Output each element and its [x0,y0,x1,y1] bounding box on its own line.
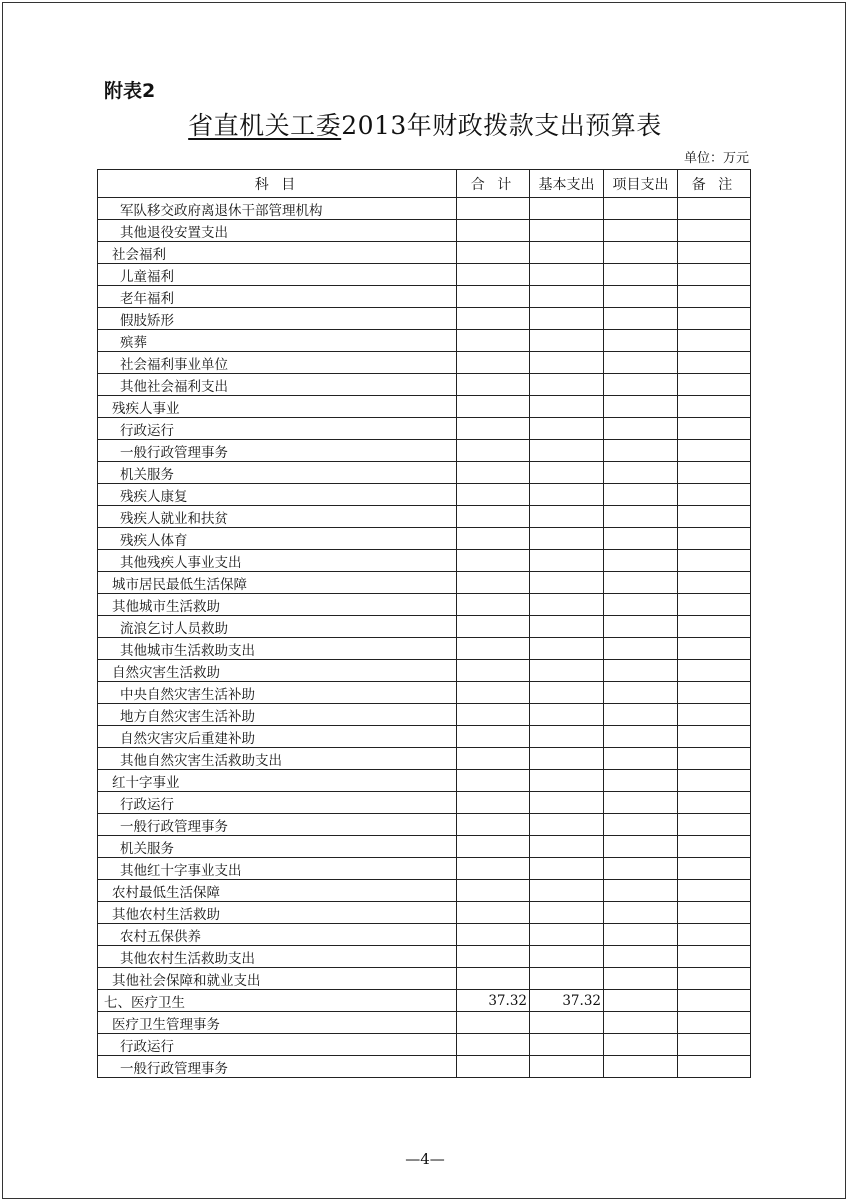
cell-total [457,1012,530,1034]
cell-project [604,286,678,308]
cell-total [457,836,530,858]
cell-total [457,924,530,946]
table-row [98,528,751,550]
cell-basic [530,572,604,594]
attachment-label: 附表2 [104,80,156,102]
cell-total [457,946,530,968]
cell-subject: 儿童福利 [98,264,457,286]
cell-remark [678,330,751,352]
table-row [98,704,751,726]
cell-subject: 社会福利 [98,242,457,264]
table-row [98,198,751,220]
cell-basic [530,1056,604,1078]
cell-total [457,484,530,506]
title-organization: 省直机关工委 [188,111,342,140]
table-row [98,374,751,396]
cell-remark [678,748,751,770]
cell-subject: 殡葬 [98,330,457,352]
cell-subject: 医疗卫生管理事务 [98,1012,457,1034]
cell-subject: 行政运行 [98,792,457,814]
cell-total [457,242,530,264]
cell-basic [530,374,604,396]
cell-remark [678,198,751,220]
cell-project [604,374,678,396]
cell-subject: 一般行政管理事务 [98,814,457,836]
cell-remark [678,462,751,484]
cell-total [457,198,530,220]
cell-basic [530,484,604,506]
cell-subject: 假肢矫形 [98,308,457,330]
cell-basic [530,880,604,902]
cell-subject: 其他退役安置支出 [98,220,457,242]
cell-total [457,572,530,594]
cell-remark [678,440,751,462]
cell-total [457,330,530,352]
cell-subject: 行政运行 [98,1034,457,1056]
cell-basic [530,968,604,990]
cell-basic [530,198,604,220]
table-row [98,814,751,836]
cell-total [457,550,530,572]
cell-project [604,682,678,704]
cell-remark [678,484,751,506]
cell-total [457,352,530,374]
cell-remark [678,352,751,374]
cell-project [604,836,678,858]
cell-basic [530,946,604,968]
table-row [98,902,751,924]
cell-basic [530,286,604,308]
table-row [98,968,751,990]
cell-remark [678,374,751,396]
table-row [98,880,751,902]
cell-project [604,616,678,638]
cell-subject: 残疾人就业和扶贫 [98,506,457,528]
cell-basic [530,462,604,484]
cell-basic [530,418,604,440]
table-row [98,264,751,286]
cell-total [457,638,530,660]
cell-project [604,220,678,242]
cell-project [604,1012,678,1034]
cell-basic [530,704,604,726]
cell-subject: 残疾人康复 [98,484,457,506]
cell-subject: 农村五保供养 [98,924,457,946]
cell-remark [678,616,751,638]
cell-subject: 其他社会保障和就业支出 [98,968,457,990]
cell-remark [678,572,751,594]
cell-remark [678,814,751,836]
cell-project [604,506,678,528]
cell-project [604,484,678,506]
table-row [98,462,751,484]
cell-total: 37.32 [457,990,530,1012]
cell-subject: 城市居民最低生活保障 [98,572,457,594]
cell-basic [530,220,604,242]
cell-subject: 其他农村生活救助支出 [98,946,457,968]
cell-basic [530,770,604,792]
cell-project [604,462,678,484]
cell-subject: 地方自然灾害生活补助 [98,704,457,726]
cell-total [457,264,530,286]
table-row [98,440,751,462]
cell-subject: 其他社会福利支出 [98,374,457,396]
cell-project [604,924,678,946]
cell-total [457,770,530,792]
cell-subject: 其他自然灾害生活救助支出 [98,748,457,770]
cell-project [604,550,678,572]
cell-project [604,308,678,330]
cell-total [457,616,530,638]
cell-remark [678,902,751,924]
cell-subject: 机关服务 [98,836,457,858]
table-row [98,616,751,638]
cell-remark [678,770,751,792]
cell-total [457,528,530,550]
cell-total [457,1056,530,1078]
cell-project [604,858,678,880]
column-header-subject: 科 目 [98,170,457,198]
cell-subject: 其他红十字事业支出 [98,858,457,880]
cell-project [604,660,678,682]
cell-subject: 其他城市生活救助 [98,594,457,616]
cell-project [604,704,678,726]
cell-remark [678,528,751,550]
cell-project [604,198,678,220]
cell-subject: 红十字事业 [98,770,457,792]
title-text: 2013年财政拨款支出预算表 [341,111,662,140]
table-row [98,594,751,616]
cell-basic [530,616,604,638]
cell-project [604,968,678,990]
cell-subject: 机关服务 [98,462,457,484]
table-header-row [98,170,751,198]
column-header-remark: 备 注 [678,170,751,198]
cell-project [604,264,678,286]
cell-basic [530,308,604,330]
cell-remark [678,726,751,748]
cell-remark [678,924,751,946]
cell-total [457,968,530,990]
cell-remark [678,1012,751,1034]
table-row [98,946,751,968]
cell-total [457,396,530,418]
table-row [98,330,751,352]
cell-subject: 自然灾害灾后重建补助 [98,726,457,748]
cell-total [457,440,530,462]
column-header-basic: 基本支出 [530,170,604,198]
cell-project [604,726,678,748]
cell-remark [678,220,751,242]
cell-basic [530,792,604,814]
cell-remark [678,286,751,308]
cell-project [604,990,678,1012]
cell-remark [678,704,751,726]
cell-total [457,792,530,814]
cell-project [604,814,678,836]
page-title [0,106,850,142]
cell-subject: 一般行政管理事务 [98,440,457,462]
column-header-project: 项目支出 [604,170,678,198]
table-row [98,858,751,880]
table-row [98,550,751,572]
table-row [98,682,751,704]
cell-subject: 七、医疗卫生 [98,990,457,1012]
cell-total [457,704,530,726]
cell-total [457,748,530,770]
cell-basic [530,440,604,462]
cell-basic [530,594,604,616]
cell-basic [530,748,604,770]
cell-total [457,880,530,902]
cell-total [457,726,530,748]
unit-label: 单位：万元 [683,151,749,166]
cell-total [457,594,530,616]
table-row [98,660,751,682]
table-row [98,220,751,242]
cell-remark [678,550,751,572]
table-row [98,1012,751,1034]
cell-remark [678,660,751,682]
cell-subject: 中央自然灾害生活补助 [98,682,457,704]
cell-remark [678,418,751,440]
table-row [98,748,751,770]
cell-total [457,858,530,880]
table-row [98,1034,751,1056]
cell-project [604,792,678,814]
table-row [98,990,751,1012]
cell-project [604,528,678,550]
cell-remark [678,1056,751,1078]
cell-project [604,572,678,594]
table-row [98,352,751,374]
cell-remark [678,506,751,528]
cell-basic [530,506,604,528]
cell-basic [530,836,604,858]
cell-basic [530,264,604,286]
cell-total [457,220,530,242]
table-row [98,638,751,660]
budget-table [97,169,751,1078]
cell-remark [678,880,751,902]
table-row [98,924,751,946]
cell-project [604,880,678,902]
cell-basic [530,242,604,264]
table-row [98,1056,751,1078]
table-row [98,506,751,528]
table-row [98,792,751,814]
cell-total [457,902,530,924]
table-row [98,836,751,858]
table-row [98,286,751,308]
cell-basic [530,682,604,704]
cell-total [457,506,530,528]
table-row [98,242,751,264]
cell-project [604,418,678,440]
cell-subject: 残疾人事业 [98,396,457,418]
cell-basic [530,858,604,880]
cell-remark [678,308,751,330]
cell-basic [530,726,604,748]
cell-subject: 其他城市生活救助支出 [98,638,457,660]
cell-basic [530,396,604,418]
cell-subject: 军队移交政府离退休干部管理机构 [98,198,457,220]
cell-subject: 社会福利事业单位 [98,352,457,374]
cell-project [604,638,678,660]
table-row [98,726,751,748]
cell-basic [530,924,604,946]
table-row [98,418,751,440]
cell-total [457,462,530,484]
cell-remark [678,792,751,814]
cell-subject: 其他农村生活救助 [98,902,457,924]
cell-basic [530,660,604,682]
cell-basic [530,814,604,836]
cell-remark [678,638,751,660]
cell-total [457,682,530,704]
cell-basic [530,330,604,352]
cell-basic [530,638,604,660]
cell-basic: 37.32 [530,990,604,1012]
table-row [98,572,751,594]
cell-basic [530,528,604,550]
cell-total [457,308,530,330]
cell-total [457,418,530,440]
cell-subject: 自然灾害生活救助 [98,660,457,682]
cell-remark [678,242,751,264]
cell-subject: 其他残疾人事业支出 [98,550,457,572]
table-row [98,396,751,418]
cell-project [604,946,678,968]
cell-subject: 老年福利 [98,286,457,308]
cell-project [604,396,678,418]
cell-total [457,814,530,836]
cell-remark [678,990,751,1012]
cell-project [604,770,678,792]
cell-project [604,902,678,924]
cell-basic [530,902,604,924]
cell-remark [678,264,751,286]
table-row [98,484,751,506]
cell-project [604,242,678,264]
cell-remark [678,946,751,968]
table-row [98,308,751,330]
page-number: —4— [405,1150,445,1168]
cell-basic [530,1034,604,1056]
cell-remark [678,858,751,880]
cell-project [604,440,678,462]
cell-subject: 农村最低生活保障 [98,880,457,902]
cell-subject: 流浪乞讨人员救助 [98,616,457,638]
cell-total [457,286,530,308]
cell-subject: 一般行政管理事务 [98,1056,457,1078]
cell-subject: 残疾人体育 [98,528,457,550]
cell-remark [678,968,751,990]
cell-total [457,1034,530,1056]
cell-project [604,594,678,616]
cell-total [457,660,530,682]
cell-basic [530,352,604,374]
cell-remark [678,594,751,616]
cell-total [457,374,530,396]
table-row [98,770,751,792]
cell-project [604,1034,678,1056]
cell-project [604,352,678,374]
column-header-total: 合 计 [457,170,530,198]
cell-basic [530,1012,604,1034]
cell-project [604,330,678,352]
cell-remark [678,396,751,418]
cell-basic [530,550,604,572]
cell-project [604,748,678,770]
cell-project [604,1056,678,1078]
cell-remark [678,836,751,858]
cell-remark [678,1034,751,1056]
cell-subject: 行政运行 [98,418,457,440]
cell-remark [678,682,751,704]
